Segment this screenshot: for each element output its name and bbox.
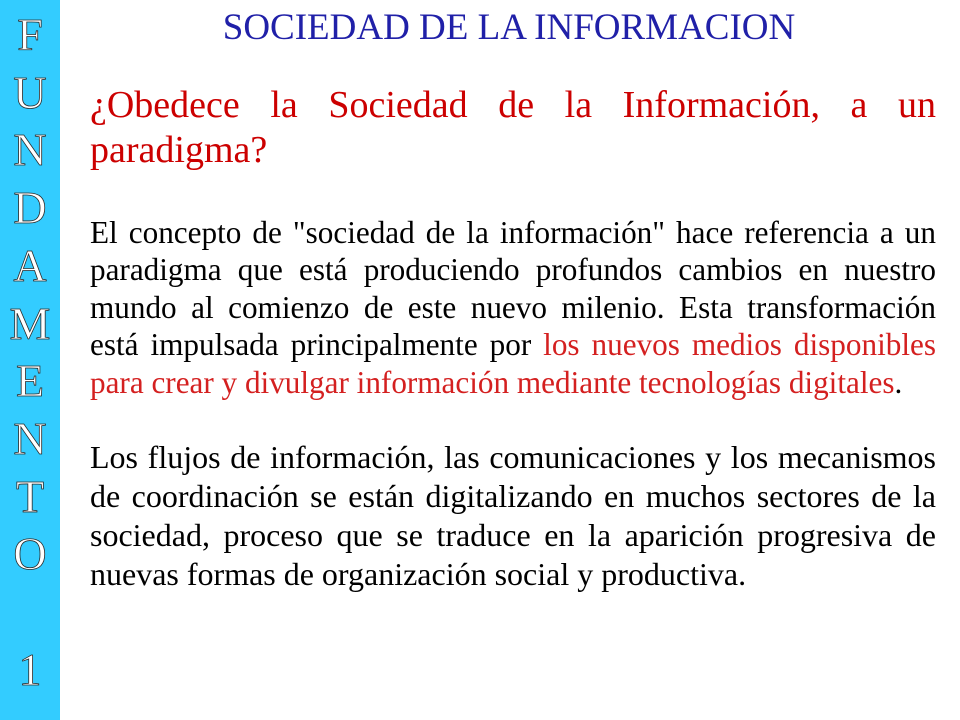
sidebar-band [0,0,60,720]
paragraph-1 [90,214,936,402]
question-heading: ¿Obedece la Sociedad de la Información, a un paradigma? [90,84,936,171]
paragraph-1-highlight: los nuevos medios disponibles para crear y divulgar información mediante tecnologías digitales [90,327,936,400]
sidebar-vertical-word: FUNDAMENTO [9,9,51,580]
slide-title: SOCIEDAD DE LA INFORMACION [222,6,796,48]
sidebar-number: 1 [18,643,42,695]
paragraph-2: Los flujos de información, las comunicaciones y los mecanismos de coordinación se están digitalizando en muchos sectores de la sociedad, proceso que se traduce en la aparición progresiva de nuevas formas de organización social y productiva. [90,438,936,592]
paragraph-1-end: . [894,364,903,400]
paragraph-1-text: El concepto de "sociedad de la información" hace referencia a un paradigma que está produciendo profundos cambios en nuestro mundo al comienzo de este nuevo milenio. Esta transformación está impulsada principalmente por [90,214,936,363]
